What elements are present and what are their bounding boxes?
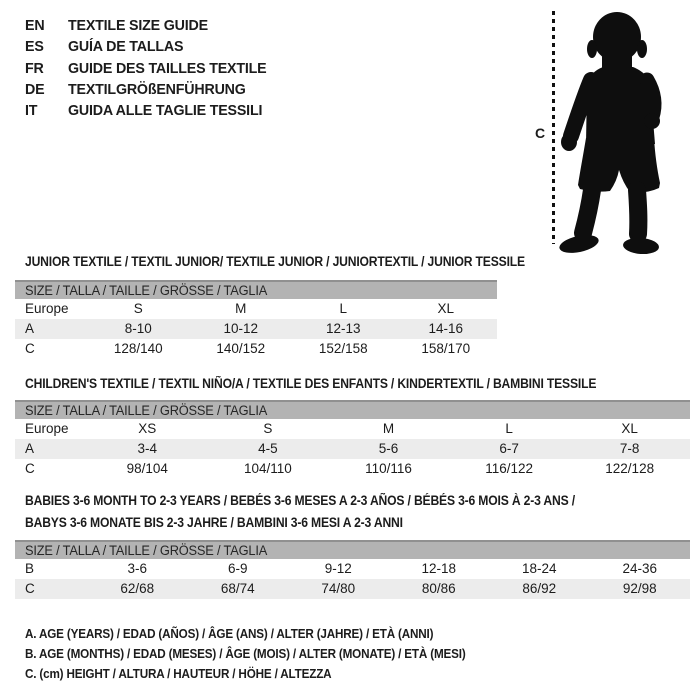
junior-size-table [15, 280, 497, 359]
size-cell: 104/110 [243, 461, 292, 476]
table-row-age [15, 439, 690, 459]
size-cell: 68/74 [220, 581, 255, 596]
size-cell: 8-10 [124, 321, 152, 336]
language-code: DE [25, 80, 45, 98]
children-table-title: CHILDREN'S TEXTILE / TEXTIL NIÑO/A / TEXTILE DES ENFANTS / KINDERTEXTIL / BAMBINI TESSILE [25, 376, 597, 391]
size-cell: 3-4 [137, 441, 158, 456]
row-label: Europe [25, 421, 69, 436]
size-cell: 92/98 [622, 581, 657, 596]
babies-table-title: BABIES 3-6 MONTH TO 2-3 YEARS / BEBÉS 3-6 MESES A 2-3 AÑOS / BÉBÉS 3-6 MOIS À 2-3 ANS / BABYS 3-6 MONATE BIS 2-3 JAHRE / BAMBINI 3-6 MESI A 2-3 ANNI [25, 493, 575, 530]
language-row-it [25, 100, 277, 121]
size-cell: 24-36 [622, 561, 658, 576]
language-label: GUÍA DE TALLAS [68, 38, 184, 56]
language-code: FR [25, 59, 44, 77]
row-label: C [25, 341, 35, 356]
row-label: C [25, 461, 35, 476]
size-cell: XL [621, 421, 638, 436]
size-cell: 3-6 [127, 561, 147, 576]
language-row-fr [25, 58, 277, 79]
size-table-header: SIZE / TALLA / TAILLE / GRÖSSE / TAGLIA [15, 282, 497, 299]
size-cell: 4-5 [258, 441, 278, 456]
size-cell: S [263, 421, 273, 436]
size-cell: 14-16 [428, 321, 464, 336]
height-measure-label: C [535, 125, 546, 141]
junior-table-title: JUNIOR TEXTILE / TEXTIL JUNIOR/ TEXTILE JUNIOR / JUNIORTEXTIL / JUNIOR TESSILE [25, 254, 525, 269]
language-code: ES [25, 38, 44, 56]
row-label: Europe [25, 301, 69, 316]
language-label: TEXTILGRÖßENFÜHRUNG [68, 80, 246, 98]
babies-size-table [15, 540, 690, 599]
measure-legend [25, 624, 515, 684]
size-table-header: SIZE / TALLA / TAILLE / GRÖSSE / TAGLIA [15, 402, 690, 419]
size-cell: 12-18 [421, 561, 457, 576]
size-cell: M [382, 421, 395, 436]
children-size-table [15, 400, 690, 479]
size-cell: 5-6 [378, 441, 399, 456]
table-row-age [15, 319, 497, 339]
size-cell: 122/128 [605, 461, 655, 476]
size-cell: 12-13 [325, 321, 361, 336]
row-label: A [25, 321, 35, 336]
size-cell: 128/140 [113, 341, 163, 356]
size-cell: 10-12 [223, 321, 259, 336]
size-cell: 98/104 [126, 461, 168, 476]
language-label: GUIDA ALLE TAGLIE TESSILI [68, 102, 263, 120]
language-label: TEXTILE SIZE GUIDE [68, 17, 208, 34]
table-row-europe [15, 419, 690, 439]
table-row-europe [15, 299, 497, 319]
size-table-header: SIZE / TALLA / TAILLE / GRÖSSE / TAGLIA [15, 542, 690, 559]
size-cell: 7-8 [619, 441, 640, 456]
language-code: IT [25, 102, 38, 120]
size-cell: 152/158 [318, 341, 368, 356]
size-cell: L [339, 301, 347, 316]
toddler-silhouette [555, 4, 695, 254]
size-cell: M [235, 301, 247, 316]
size-cell: 6-7 [499, 441, 519, 456]
size-cell: 9-12 [324, 561, 352, 576]
table-row-height [15, 339, 497, 359]
language-list [25, 15, 277, 121]
row-label: B [25, 561, 35, 576]
size-cell: S [133, 301, 143, 316]
table-row-height [15, 459, 690, 479]
legend-line-b: B. AGE (MONTHS) / EDAD (MESES) / ÂGE (MOIS) / ALTER (MONATE) / ETÀ (MESI) [25, 646, 466, 661]
size-cell: 86/92 [522, 581, 557, 596]
size-cell: 158/170 [421, 341, 471, 356]
size-cell: 62/68 [120, 581, 155, 596]
language-row-en [25, 15, 277, 36]
size-cell: 116/122 [485, 461, 533, 476]
size-cell: 18-24 [521, 561, 557, 576]
row-label: C [25, 581, 35, 596]
size-cell: 80/86 [421, 581, 456, 596]
row-label: A [25, 441, 35, 456]
legend-line-a: A. AGE (YEARS) / EDAD (AÑOS) / ÂGE (ANS) / ALTER (JAHRE) / ETÀ (ANNI) [25, 626, 434, 641]
language-row-de [25, 79, 277, 100]
size-cell: XS [138, 421, 157, 436]
language-label: GUIDE DES TAILLES TEXTILE [68, 59, 267, 77]
size-cell: 140/152 [216, 341, 266, 356]
language-code: EN [25, 17, 45, 34]
legend-line-c: C. (cm) HEIGHT / ALTURA / HAUTEUR / HÖHE / ALTEZZA [25, 666, 332, 681]
size-cell: 110/116 [365, 461, 412, 476]
language-row-es [25, 36, 277, 57]
table-row-age-months [15, 559, 690, 579]
size-cell: L [505, 421, 513, 436]
size-cell: 6-9 [227, 561, 248, 576]
size-cell: 74/80 [321, 581, 356, 596]
table-row-height [15, 579, 690, 599]
size-cell: XL [437, 301, 454, 316]
